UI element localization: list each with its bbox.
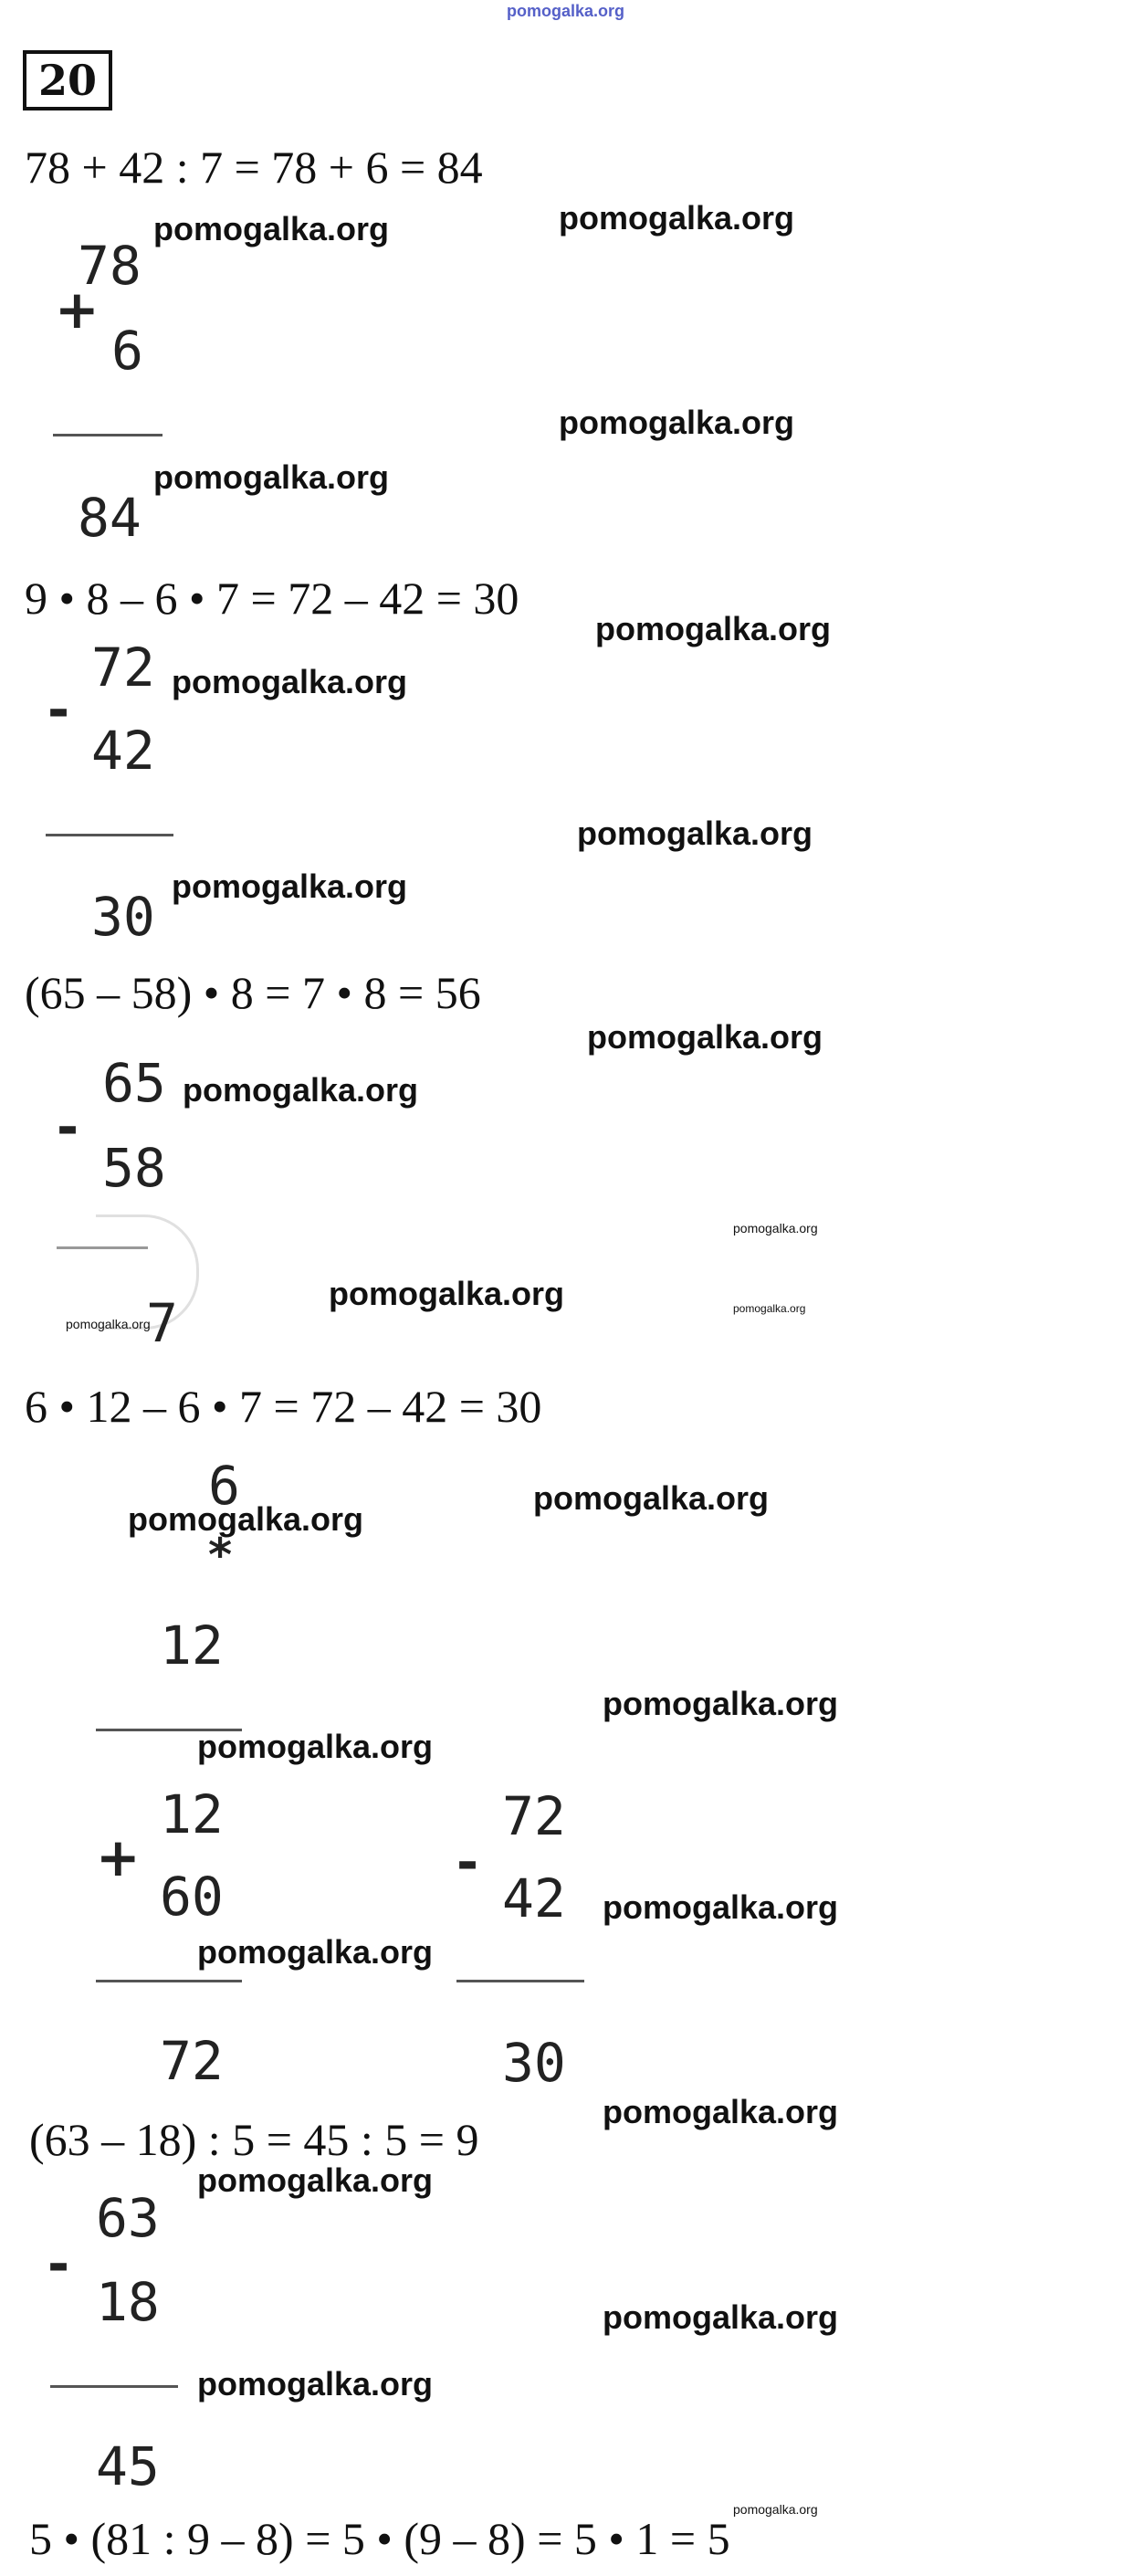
- column-3-rule: [57, 1246, 148, 1249]
- site-watermark-top: pomogalka.org: [507, 2, 625, 20]
- column-7-operand-a: 63: [96, 2187, 160, 2249]
- column-6-rule: [456, 1980, 584, 1982]
- watermark: pomogalka.org: [603, 2298, 839, 2336]
- watermark: pomogalka.org: [603, 2093, 839, 2130]
- watermark-small: pomogalka.org: [66, 1317, 151, 1331]
- watermark: pomogalka.org: [603, 1888, 839, 1926]
- column-2-result: 30: [91, 886, 155, 948]
- column-2-operator: -: [47, 678, 70, 741]
- expression-3: (65 – 58) • 8 = 7 • 8 = 56: [25, 967, 481, 1018]
- expression-4: 6 • 12 – 6 • 7 = 72 – 42 = 30: [25, 1381, 542, 1432]
- column-5-operator: +: [96, 1826, 141, 1888]
- column-3-operator: -: [57, 1096, 79, 1158]
- column-5-operand-a: 12: [160, 1783, 224, 1845]
- watermark: pomogalka.org: [603, 1685, 839, 1722]
- watermark: pomogalka.org: [153, 210, 390, 247]
- column-5-operand-b: 60: [160, 1866, 224, 1928]
- column-1-operand-a: 78: [78, 235, 142, 297]
- column-1-operator: +: [55, 279, 100, 341]
- expression-2: 9 • 8 – 6 • 7 = 72 – 42 = 30: [25, 573, 519, 624]
- watermark: pomogalka.org: [172, 867, 408, 905]
- watermark: pomogalka.org: [197, 1728, 434, 1765]
- watermark-small: pomogalka.org: [733, 2502, 818, 2517]
- column-1-rule: [53, 434, 163, 436]
- watermark: pomogalka.org: [197, 1933, 434, 1971]
- column-7-operator: -: [47, 2233, 70, 2295]
- column-4-operator: *: [208, 1529, 233, 1582]
- watermark: pomogalka.org: [533, 1479, 770, 1517]
- watermark: pomogalka.org: [197, 2161, 434, 2199]
- watermark: pomogalka.org: [595, 610, 832, 647]
- expression-1: 78 + 42 : 7 = 78 + 6 = 84: [25, 142, 483, 193]
- column-4-operand-a: 6: [208, 1455, 240, 1517]
- watermark-small: pomogalka.org: [733, 1302, 806, 1315]
- column-3-result: 7: [146, 1292, 178, 1354]
- watermark-small: pomogalka.org: [733, 1221, 818, 1235]
- column-6-operator: -: [456, 1831, 479, 1893]
- watermark: pomogalka.org: [587, 1018, 823, 1056]
- column-2-operand-b: 42: [91, 720, 155, 782]
- column-7-rule: [50, 2385, 178, 2388]
- column-7-operand-b: 18: [96, 2271, 160, 2333]
- column-4-operand-b: 12: [160, 1614, 224, 1677]
- watermark: pomogalka.org: [183, 1071, 419, 1109]
- column-6-operand-b: 42: [502, 1867, 566, 1929]
- column-1-operand-b: 6: [111, 320, 143, 382]
- expression-6: 5 • (81 : 9 – 8) = 5 • (9 – 8) = 5 • 1 = 5: [29, 2513, 730, 2564]
- column-6-result: 30: [502, 2032, 566, 2094]
- column-6-operand-a: 72: [502, 1785, 566, 1847]
- watermark: pomogalka.org: [197, 2365, 434, 2403]
- watermark: pomogalka.org: [172, 663, 408, 700]
- watermark: pomogalka.org: [153, 458, 390, 496]
- column-5-rule: [96, 1980, 242, 1982]
- column-3-operand-b: 58: [102, 1137, 166, 1199]
- watermark: pomogalka.org: [559, 404, 795, 441]
- task-number-badge: 20: [23, 50, 112, 110]
- column-3-operand-a: 65: [102, 1052, 166, 1114]
- column-1-result: 84: [78, 487, 142, 549]
- watermark: pomogalka.org: [577, 815, 813, 852]
- column-2-rule: [46, 834, 173, 836]
- column-2-operand-a: 72: [91, 636, 155, 699]
- column-7-result: 45: [96, 2435, 160, 2497]
- watermark: pomogalka.org: [128, 1500, 364, 1538]
- watermark: pomogalka.org: [559, 199, 795, 237]
- column-5-result: 72: [160, 2030, 224, 2092]
- watermark: pomogalka.org: [329, 1275, 565, 1312]
- expression-5: (63 – 18) : 5 = 45 : 5 = 9: [29, 2114, 479, 2165]
